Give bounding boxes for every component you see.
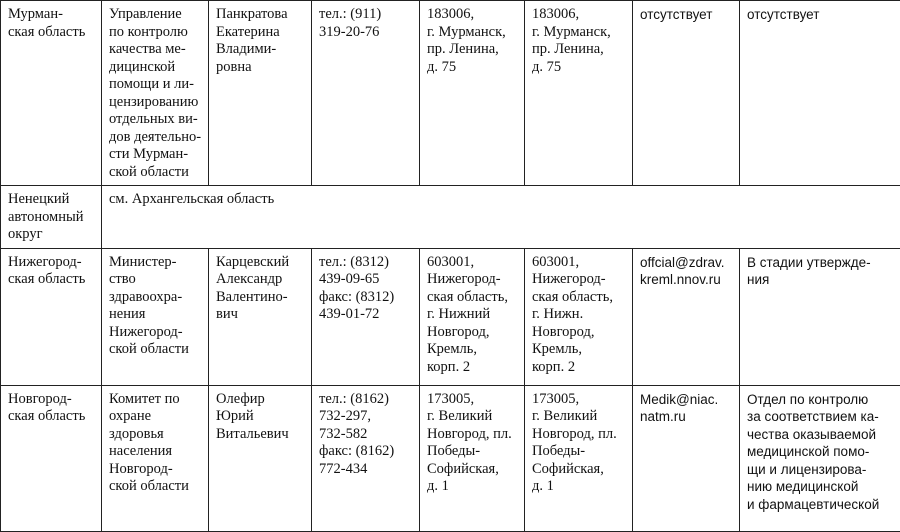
- phone-cell: тел.: (911) 319-20-76: [312, 1, 420, 186]
- email-cell: Medik@niac. natm.ru: [633, 385, 740, 531]
- head-cell: Карцевский Александр Валентино- вич: [209, 248, 312, 385]
- phone-cell: тел.: (8162) 732-297, 732-582 факс: (8162) 772-434: [312, 385, 420, 531]
- authority-cell: Управление по контролю качества ме- дицинской помощи и ли- цензированию отдельных ви- дов деятельно- сти Мурман- ской области: [102, 1, 209, 186]
- note-cell: см. Архангельская область: [102, 186, 900, 249]
- region-cell: Мурман- ская область: [1, 1, 102, 186]
- region-cell: Новгород- ская область: [1, 385, 102, 531]
- table-row: [1, 385, 900, 531]
- table-row: [1, 248, 900, 385]
- table-row: [1, 186, 900, 249]
- department-cell: Отдел по контролю за соответствием ка- чества оказываемой медицинской помо- щи и лицензирова- нию медицинской и фармацевтической: [740, 385, 900, 531]
- head-cell: Панкратова Екатерина Владими- ровна: [209, 1, 312, 186]
- table-row: [1, 1, 900, 186]
- department-cell: отсутствует: [740, 1, 900, 186]
- phone-cell: тел.: (8312) 439-09-65 факс: (8312) 439-01-72: [312, 248, 420, 385]
- region-cell: Нижегород- ская область: [1, 248, 102, 385]
- postal-address-cell: 603001, Нижегород- ская область, г. Нижн. Новгород, Кремль, корп. 2: [525, 248, 633, 385]
- legal-address-cell: 173005, г. Великий Новгород, пл. Победы- Софийская, д. 1: [420, 385, 525, 531]
- head-cell: Олефир Юрий Витальевич: [209, 385, 312, 531]
- region-cell: Ненецкий автономный округ: [1, 186, 102, 249]
- department-cell: В стадии утвержде- ния: [740, 248, 900, 385]
- email-cell: отсутствует: [633, 1, 740, 186]
- legal-address-cell: 183006, г. Мурманск, пр. Ленина, д. 75: [420, 1, 525, 186]
- postal-address-cell: 183006, г. Мурманск, пр. Ленина, д. 75: [525, 1, 633, 186]
- authority-cell: Министер- ство здравоохра- нения Нижегород- ской области: [102, 248, 209, 385]
- postal-address-cell: 173005, г. Великий Новгород, пл. Победы- Софийская, д. 1: [525, 385, 633, 531]
- authority-cell: Комитет по охране здоровья населения Новгород- ской области: [102, 385, 209, 531]
- email-cell: offcial@zdrav. kreml.nnov.ru: [633, 248, 740, 385]
- legal-address-cell: 603001, Нижегород- ская область, г. Нижний Новгород, Кремль, корп. 2: [420, 248, 525, 385]
